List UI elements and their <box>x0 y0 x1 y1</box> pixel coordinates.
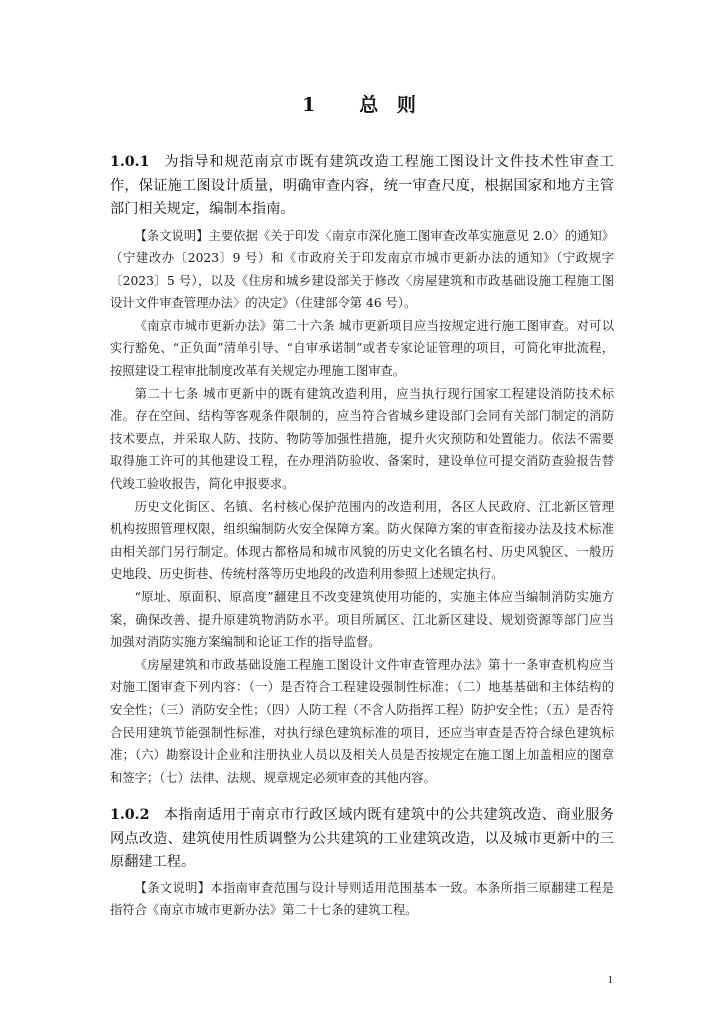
clause-note: 【条文说明】本指南审查范围与设计导则适用范围基本一致。本条所指三原翻建工程是指符合《南京市城市更新办法》第二十七条的建筑工程。 <box>110 880 614 918</box>
chapter-number: 1 <box>302 94 322 116</box>
clause-note: 历史文化街区、名镇、名村核心保护范围内的改造利用，各区人民政府、江北新区管理机构按照管理权限，组织编制防火安全保障方案。防火保障方案的审查衔接办法及技术标准由相关部门另行制定。体现古都格局和城市风貌的历史文化名镇名村、历史风貌区、一般历史地段、历史街巷、传统村落等历史地段的改造利用参照上述规定执行。 <box>110 499 614 582</box>
clause-note: 【条文说明】主要依据《关于印发〈南京市深化施工图审查改革实施意见 2.0〉的通知》（宁建改办〔2023〕9 号）和《市政府关于印发南京市城市更新办法的通知》（宁政规字〔2023〕5 号），以及《住房和城乡建设部关于修改〈房屋建筑和市政基础设施工程施工图设计文件审查管理办法〉的决定》（住建部令第 46 号）。 <box>110 228 614 311</box>
clause-1-0-2 <box>110 804 614 875</box>
clause-1-0-1 <box>110 151 614 222</box>
clause-text: 本指南适用于南京市行政区域内既有建筑中的公共建筑改造、商业服务网点改造、建筑使用性质调整为公共建筑的工业建筑改造，以及城市更新中的三原翻建工程。 <box>110 807 614 871</box>
clause-text: 为指导和规范南京市既有建筑改造工程施工图设计文件技术性审查工作，保证施工图设计质量，明确审查内容，统一审查尺度，根据国家和地方主管部门相关规定，编制本指南。 <box>110 154 614 217</box>
clause-note: 《南京市城市更新办法》第二十六条 城市更新项目应当按规定进行施工图审查。对可以实行豁免、“正负面”清单引导、“自审承诺制”或者专家论证管理的项目，可简化审批流程，按照建设工程审批制度改革有关规定办理施工图审查。 <box>110 318 614 379</box>
page-number: 1 <box>607 974 613 986</box>
clause-note: 第二十七条 城市更新中的既有建筑改造利用，应当执行现行国家工程建设消防技术标准。存在空间、结构等客观条件限制的，应当符合省城乡建设部门会同有关部门制定的消防技术要点，并采取人防、技防、物防等加强性措施，提升火灾预防和处置能力。依法不需要取得施工许可的其他建设工程，在办理消防验收、备案时，建设单位可提交消防查验报告替代竣工验收报告，简化申报要求。 <box>110 386 614 492</box>
clause-number: 1.0.1 <box>110 154 150 170</box>
chapter-title-text: 总 则 <box>359 94 422 116</box>
clause-note: “原址、原面积、原高度”翻建且不改变建筑使用功能的，实施主体应当编制消防实施方案，确保改善、提升原建筑物消防水平。项目所属区、江北新区建设、规划资源等部门应当加强对消防实施方案编制和论证工作的指导监督。 <box>110 590 614 650</box>
clause-note: 《房屋建筑和市政基础设施工程施工图设计文件审查管理办法》第十一条审查机构应当对施工图审查下列内容：（一）是否符合工程建设强制性标准；（二）地基基础和主体结构的安全性；（三）消防安全性；（四）人防工程（不含人防指挥工程）防护安全性；（五）是否符合民用建筑节能强制性标准，对执行绿色建筑标准的项目，还应当审查是否符合绿色建筑标准；（六）勘察设计企业和注册执业人员以及相关人员是否按规定在施工图上加盖相应的图章和签字；（七）法律、法规、规章规定必须审查的其他内容。 <box>110 657 614 785</box>
clause-number: 1.0.2 <box>110 807 150 824</box>
chapter-title <box>110 93 614 117</box>
